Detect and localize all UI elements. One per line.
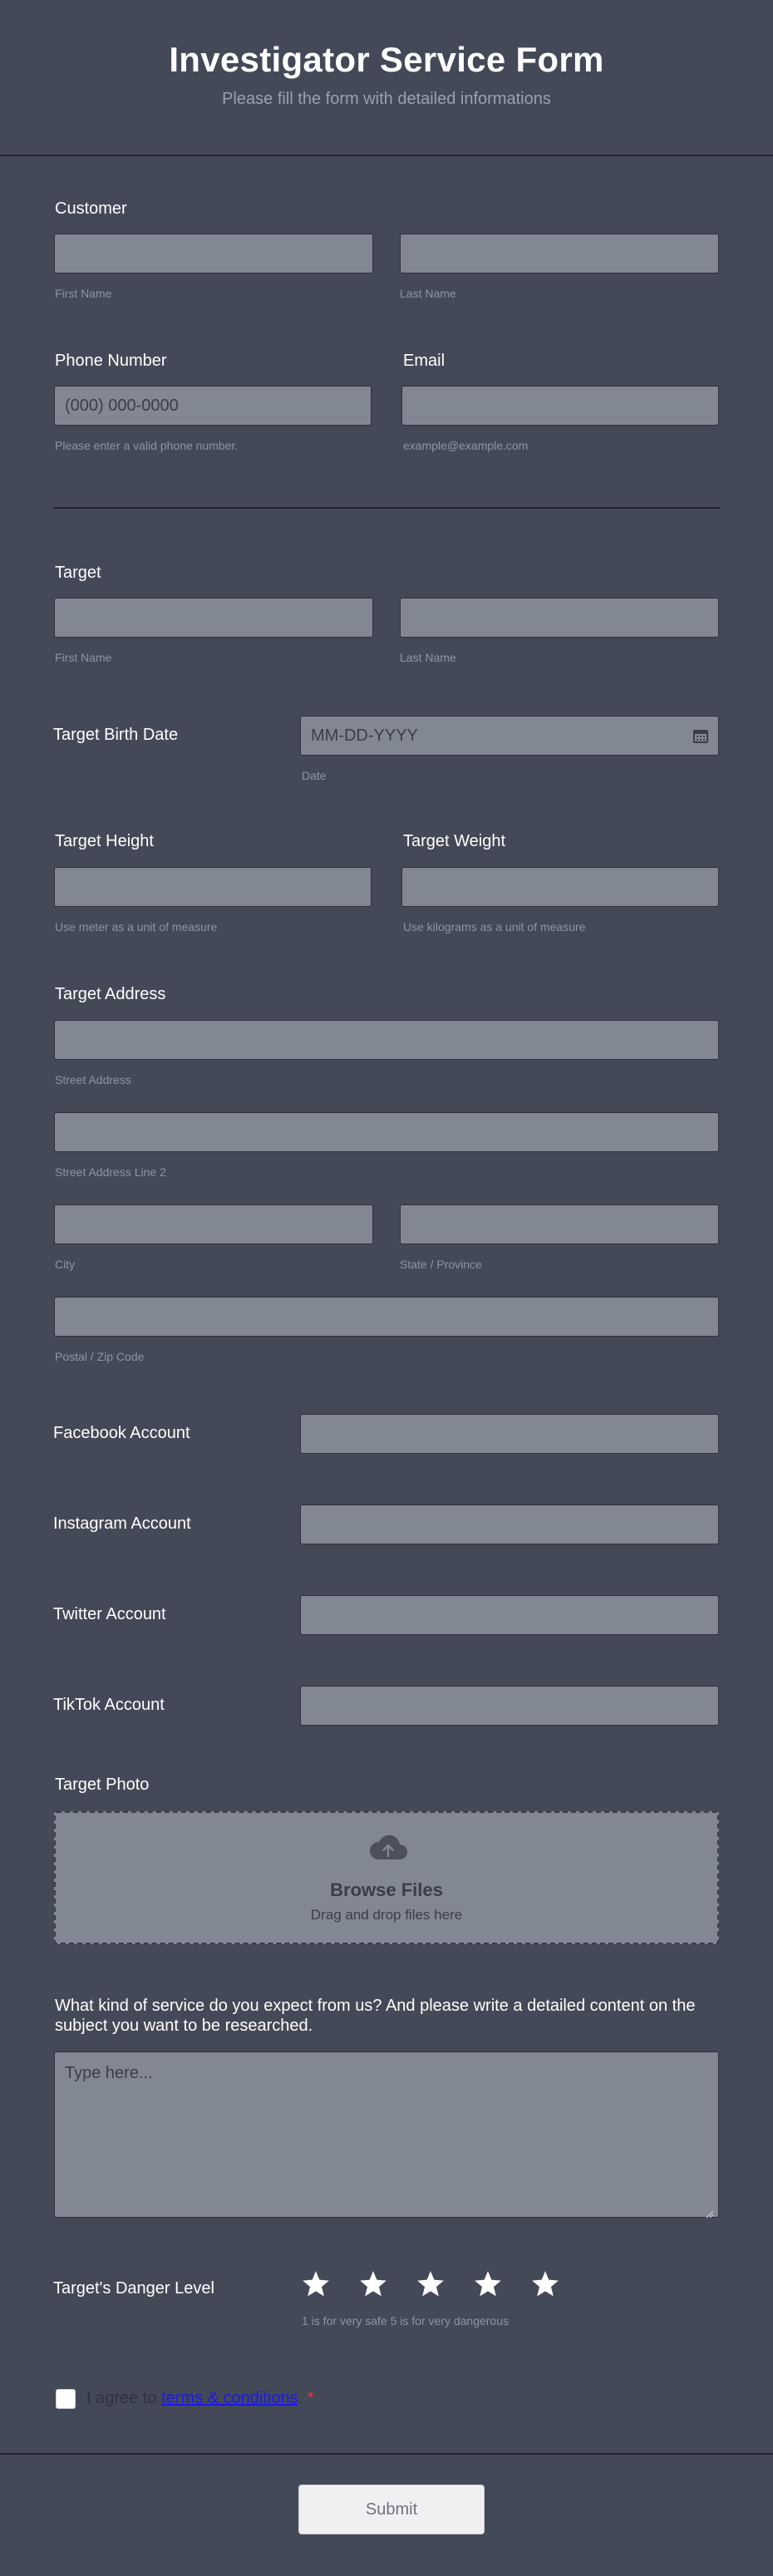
phone-input[interactable]: (000) 000-0000 [54,386,372,426]
email-label: Email [403,352,446,370]
street-address-line2-input[interactable] [54,1112,719,1152]
section-divider [53,507,720,509]
terms-suffix: . [298,2389,303,2407]
facebook-input[interactable] [300,1414,719,1454]
birth-date-sublabel: Date [302,769,327,782]
danger-level-sublabel: 1 is for very safe 5 is for very dangerous [302,2314,509,2327]
star-rating [299,2268,565,2304]
star-5-icon[interactable] [529,2268,562,2301]
tiktok-label: TikTok Account [53,1696,165,1714]
photo-label: Target Photo [55,1776,150,1794]
instagram-label: Instagram Account [53,1515,191,1533]
customer-first-name-sublabel: First Name [55,287,112,300]
target-first-name-input[interactable] [54,598,373,638]
tiktok-input[interactable] [300,1686,719,1726]
birth-date-placeholder: MM-DD-YYYY [311,726,418,745]
service-label: What kind of service do you expect from us? And please write a detailed content on the subject you want to be researched. [55,1997,696,2035]
star-2-icon[interactable] [357,2268,390,2301]
twitter-input[interactable] [300,1595,719,1635]
target-label: Target [55,564,101,582]
height-input[interactable] [54,867,372,907]
state-sublabel: State / Province [400,1258,482,1271]
calendar-icon[interactable] [693,728,708,743]
street-address-sublabel: Street Address [55,1073,131,1086]
target-last-name-input[interactable] [400,598,719,638]
city-sublabel: City [55,1258,76,1271]
cloud-upload-icon [368,1833,408,1863]
birth-date-label: Target Birth Date [53,726,179,744]
email-input[interactable] [401,386,719,426]
browse-files-label[interactable]: Browse Files [330,1879,443,1900]
instagram-input[interactable] [300,1505,719,1544]
page-subtitle: Please fill the form with detailed informations [222,90,551,108]
weight-input[interactable] [401,867,719,907]
state-input[interactable] [400,1204,719,1244]
terms-link[interactable]: terms & conditions [161,2389,298,2407]
footer-divider [0,2453,773,2455]
weight-label: Target Weight [403,832,506,850]
email-sublabel: example@example.com [403,439,529,452]
target-last-name-sublabel: Last Name [400,651,456,664]
service-textarea[interactable] [54,2051,719,2218]
submit-button[interactable]: Submit [298,2485,485,2534]
weight-sublabel: Use kilograms as a unit of measure [403,920,586,933]
phone-label: Phone Number [55,352,167,370]
customer-first-name-input[interactable] [54,234,373,273]
facebook-label: Facebook Account [53,1424,190,1442]
service-placeholder: Type here... [65,2064,153,2082]
target-first-name-sublabel: First Name [55,651,112,664]
postal-code-sublabel: Postal / Zip Code [55,1350,145,1363]
street-address-input[interactable] [54,1020,719,1060]
resize-handle-icon[interactable] [706,2204,714,2213]
customer-label: Customer [55,199,127,218]
star-3-icon[interactable] [414,2268,447,2301]
height-sublabel: Use meter as a unit of measure [55,920,218,933]
danger-level-label: Target's Danger Level [53,2279,214,2298]
postal-code-input[interactable] [54,1297,719,1337]
address-label: Target Address [55,985,166,1003]
customer-last-name-input[interactable] [400,234,719,273]
star-1-icon[interactable] [299,2268,332,2301]
street-address-line2-sublabel: Street Address Line 2 [55,1165,166,1179]
page-title: Investigator Service Form [169,40,604,79]
height-label: Target Height [55,832,154,850]
terms-text [86,2389,314,2408]
photo-upload-dropzone[interactable] [54,1811,719,1944]
phone-sublabel: Please enter a valid phone number. [55,439,239,452]
terms-checkbox[interactable] [56,2389,76,2409]
twitter-label: Twitter Account [53,1605,166,1623]
customer-last-name-sublabel: Last Name [400,287,456,300]
star-4-icon[interactable] [471,2268,505,2301]
drag-drop-label: Drag and drop files here [310,1907,463,1923]
birth-date-input[interactable] [300,716,719,756]
city-input[interactable] [54,1204,373,1244]
terms-prefix: I agree to [86,2389,162,2407]
header-divider [0,155,773,156]
required-asterisk: * [307,2389,314,2407]
